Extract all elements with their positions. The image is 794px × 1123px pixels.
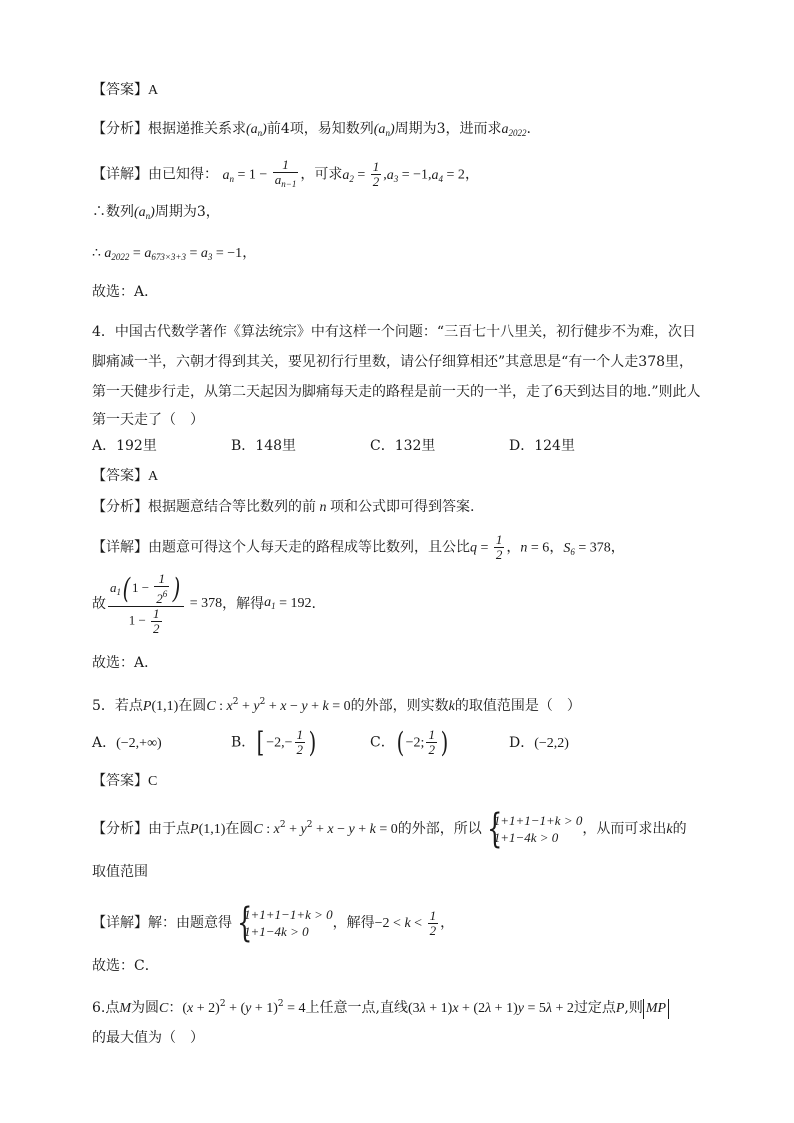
q3-period: ∴数列$(a_n)$周期为3， [92, 204, 220, 221]
q4-stem-1: 4．中国古代数学著作《算法统宗》中有这样一个问题：“三百七十八里关，初行健步不为难，次日 [92, 324, 697, 340]
q4-answer: 【答案】A [92, 468, 159, 484]
q5-option-c: C．( −2; $\frac{1}{2}$ ) [370, 725, 449, 759]
q3-analysis: 【分析】根据递推关系求$(a_n)$前4项，易知数列$(a_n)$周期为3，进而求$a_{2022}$. [92, 121, 531, 138]
q4-analysis: 【分析】根据题意结合等比数列的前 n 项和公式即可得到答案. [92, 499, 475, 515]
q4-option-d: D．124里 [509, 438, 575, 454]
q5-options [92, 725, 648, 759]
q4-option-c: C．132里 [370, 438, 436, 454]
q4-stem-3: 第一天健步行走，从第二天起因为脚痛每天走的路程是前一天的一半，走了6天到达目的地.”则此人 [92, 384, 701, 400]
q5-analysis: 【分析】由于点P(1,1)在圆C : $x^2 + y^2 + x - y + k = 0$的外部，所以 { 1+1+1−1+k > 0 1+1−4k > 0 ，从而可求出k的 [92, 806, 687, 852]
q5-analysis-line2: 取值范围 [92, 864, 148, 880]
q4-formula: 故 $a_1$( 1 − $\frac{1}{2^6}$ ) 1 − $\frac{1}{2}$ = 378，解得$a_1 = 192$. [92, 571, 316, 636]
q6-stem: 6.点M为圆C：$(x + 2)^2 + (y + 1)^2 = 4$上任意一点,直线(3λ + 1)x + (2λ + 1)y = 5λ + 2过定点P,则 MP [92, 994, 669, 1019]
q4-choose: 故选：A． [92, 655, 159, 671]
q5-detail: 【详解】解：由题意得 { 1+1+1−1+k > 0 1+1−4k > 0 ，解得−2 < k < $\frac{1}{2}$ ， [92, 900, 455, 946]
q3-detail: 【详解】由已知得： $a_n = 1$ − $\frac{1}{a_{n-1}}$ ，可求$a_2$ = $\frac{1}{2}$ $,a_3 = -1,a_4 = 2$， [92, 157, 479, 189]
q4-option-b: B．148里 [231, 438, 297, 454]
q4-stem-4: 第一天走了（ ） [92, 412, 204, 428]
q4-option-a: A．192里 [92, 438, 157, 454]
q5-stem: 5．若点P(1,1)在圆C : $x^2 + y^2 + x - y + k = 0$的外部，则实数k的取值范围是（ ） [92, 697, 581, 714]
q5-choose: 故选：C． [92, 958, 159, 974]
q3-choose: 故选：A． [92, 284, 159, 300]
q4-options [92, 436, 648, 456]
q3-answer: 【答案】A [92, 82, 159, 98]
q6-stem-line2: 的最大值为（ ） [92, 1030, 204, 1046]
q5-option-d: D．(−2,2) [509, 734, 569, 751]
q5-option-a: A．(−2,+∞) [92, 734, 162, 751]
q4-detail: 【详解】由题意可得这个人每天走的路程成等比数列，且公比q = $\frac{1}{2}$ ，n = 6，$S_6 = 378$， [92, 532, 625, 562]
q4-stem-2: 脚痛减一半，六朝才得到其关，要见初行行里数，请公仔细算相还”其意思是“有一个人走378里， [92, 354, 694, 370]
q5-answer: 【答案】C [92, 773, 158, 789]
q5-option-b: B．[ −2,− $\frac{1}{2}$ ) [231, 725, 317, 759]
q3-result: ∴ $a_{2022} = a_{673\times 3+3} = a_3 = -1$， [92, 245, 257, 262]
